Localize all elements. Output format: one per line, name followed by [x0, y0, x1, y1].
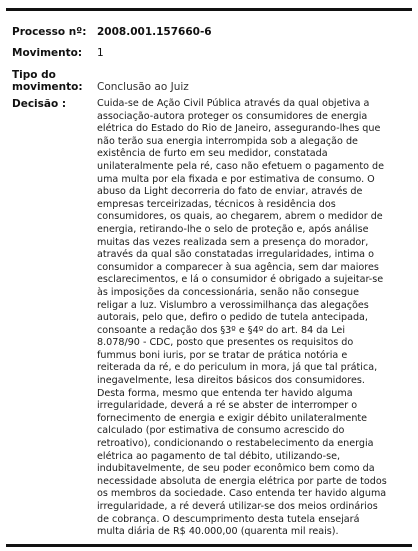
decisao-line: consoante a redação dos §3º e §4º do art. 84 da Lei [97, 324, 345, 336]
tipo-value: Conclusão ao Juiz [97, 81, 189, 93]
decisao-line: associação-autora proteger os consumidores de energia [97, 110, 368, 122]
decisao-line: os membros da sociedade. Caso entenda ter havido alguma [97, 488, 387, 500]
decisao-text [97, 98, 397, 539]
decisao-line: irregularidade, a ré deverá utilizar-se dos meios ordinários [97, 501, 378, 512]
decisao-line: fummus boni iuris, por se tratar de prática notória e [97, 349, 348, 361]
bottom-rule [6, 544, 412, 547]
decisao-line: esclarecimentos, e lá o consumidor é obrigado a sujeitar-se [97, 274, 384, 286]
decisao-line: inegavelmente, lesa direitos básicos dos consumidores. [97, 375, 365, 387]
decisao-line: consumidores, os quais, ao chegarem, abrem o medidor de [97, 211, 383, 223]
tipo-label-line1: Tipo do [12, 69, 56, 81]
decisao-line: através da qual são constatadas irregularidades, intima o [97, 249, 374, 261]
top-rule [6, 8, 412, 11]
decisao-line: empresas terceirizadas, técnicos à residência dos [97, 198, 336, 210]
decisao-line: fornecimento de energia e exigir débito unilateralmente [97, 412, 368, 424]
processo-value: 2008.001.157660-6 [97, 26, 212, 38]
decisao-line: abuso da Light decorreria do fato de enviar, através de [97, 186, 363, 198]
decisao-line: reiterada da ré, e do periculum in mora, já que tal prática, [97, 362, 378, 374]
decisao-line: Desta forma, mesmo que entenda ter havido alguma [97, 387, 353, 399]
decisao-line: consumidor a comparecer à sua agência, sem dar maiores [97, 261, 379, 273]
decisao-line: muitas das vezes realizada sem a presença do morador, [97, 236, 369, 248]
decisao-line: retroativo), condicionando o restabelecimento da energia [97, 438, 374, 450]
decisao-line: às imposições da concessionária, senão não consegue [97, 286, 360, 298]
decisao-label: Decisão : [12, 98, 67, 110]
decisao-line: elétrica ao pagamento de tal débito, utilizando-se, [97, 450, 341, 462]
decisao-line: multa diária de R$ 40.000,00 (quarenta mil reais). [97, 526, 339, 538]
decisao-line: energia, retirando-lhe o selo de proteção e, após análise [97, 223, 369, 235]
decisao-line: irregularidade, deverá a ré se abster de interromper o [97, 400, 358, 412]
movimento-value: 1 [97, 47, 104, 59]
decisao-line: necessidade absoluta de energia elétrica por parte de todos [97, 475, 387, 487]
decisao-line: autorais, pelo que, defiro o pedido de tutela antecipada, [97, 312, 368, 324]
decisao-line: elétrica do Estado do Rio de Janeiro, assegurando-lhes que [97, 123, 381, 135]
decisao-line: unilateralmente pela ré, caso não efetuem o pagamento de [97, 160, 385, 172]
processo-label: Processo nº: [12, 26, 87, 38]
decisao-line: uma multa por ela fixada e por estimativa de consumo. O [97, 173, 375, 185]
decisao-line: Cuida-se de Ação Civil Pública através da qual objetiva a [97, 98, 370, 109]
movimento-label: Movimento: [12, 47, 83, 59]
decisao-line: calculado (por estimativa de consumo acrescido do [97, 425, 345, 437]
decisao-line: 8.078/90 - CDC, posto que presentes os requisitos do [97, 337, 354, 349]
decisao-line: existência de furto em seu medidor, constatada [97, 148, 328, 160]
decisao-line: de cobrança. O descumprimento desta tutela ensejará [97, 513, 360, 525]
decisao-line: religar a luz. Vislumbro a verossimilhança das alegações [97, 299, 369, 311]
decisao-line: indubitavelmente, de seu poder econômico bem como da [97, 463, 375, 475]
decisao-line: não terão sua energia interrompida sob a alegação de [97, 135, 358, 147]
tipo-label-line2: movimento: [12, 81, 83, 93]
